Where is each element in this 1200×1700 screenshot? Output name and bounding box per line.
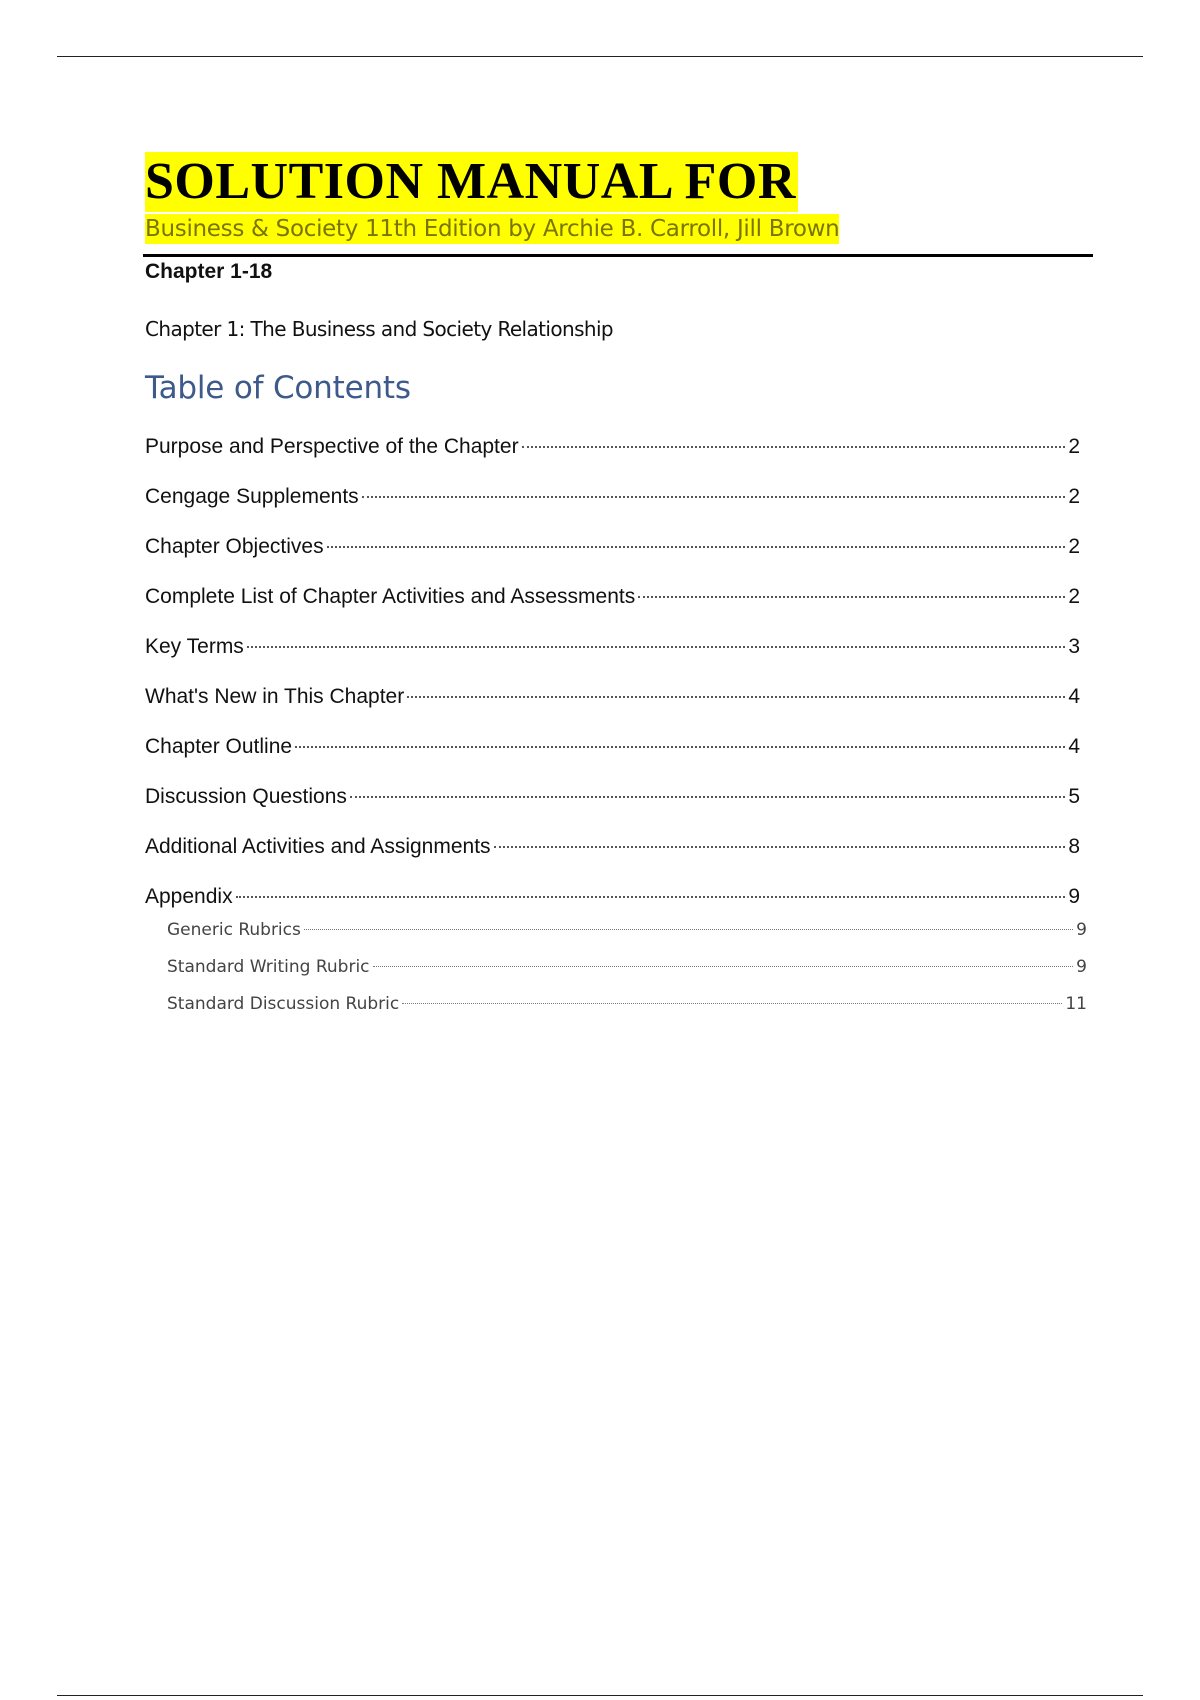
toc-entry-label: What's New in This Chapter <box>145 685 405 708</box>
document-title: SOLUTION MANUAL FOR <box>145 153 796 210</box>
dot-leader <box>362 496 1066 498</box>
table-of-contents <box>145 432 1087 1029</box>
toc-subentry-discussion-rubric[interactable] <box>167 992 1087 1016</box>
dot-leader <box>327 546 1066 548</box>
dot-leader <box>494 846 1066 848</box>
title-underline <box>143 254 1093 257</box>
title-block <box>145 152 1093 247</box>
toc-entry-page: 4 <box>1068 685 1080 708</box>
toc-entry-page: 2 <box>1068 435 1080 458</box>
dot-leader <box>638 596 1065 598</box>
toc-entry-label: Purpose and Perspective of the Chapter <box>145 435 519 458</box>
toc-entry-additional-activities[interactable] <box>145 832 1080 862</box>
toc-entry-page: 2 <box>1068 585 1080 608</box>
toc-subentry-label: Standard Discussion Rubric <box>167 994 400 1014</box>
toc-entry-cengage-supplements[interactable] <box>145 482 1080 512</box>
toc-subentry-page: 9 <box>1076 957 1087 977</box>
toc-entry-label: Chapter Objectives <box>145 535 324 558</box>
toc-entry-page: 3 <box>1068 635 1080 658</box>
toc-entry-label: Appendix <box>145 885 233 908</box>
top-rule <box>57 56 1143 57</box>
toc-entry-page: 2 <box>1068 535 1080 558</box>
toc-subentry-label: Standard Writing Rubric <box>167 957 370 977</box>
dot-leader <box>373 966 1074 967</box>
toc-entry-page: 9 <box>1068 885 1080 908</box>
toc-entry-appendix[interactable] <box>145 882 1080 912</box>
toc-entry-label: Cengage Supplements <box>145 485 359 508</box>
dot-leader <box>402 1003 1062 1004</box>
subtitle-line <box>145 214 1093 247</box>
toc-entry-label: Additional Activities and Assignments <box>145 835 491 858</box>
dot-leader <box>247 646 1066 648</box>
chapter-range: Chapter 1-18 <box>145 260 273 283</box>
toc-entry-label: Complete List of Chapter Activities and Assessments <box>145 585 636 608</box>
toc-subentry-page: 9 <box>1076 920 1087 940</box>
dot-leader <box>295 746 1065 748</box>
bottom-rule <box>57 1695 1143 1696</box>
dot-leader <box>522 446 1066 448</box>
toc-entry-whats-new[interactable] <box>145 682 1080 712</box>
toc-subentry-page: 11 <box>1065 994 1087 1014</box>
toc-entry-chapter-outline[interactable] <box>145 732 1080 762</box>
toc-entry-label: Discussion Questions <box>145 785 347 808</box>
toc-entry-page: 2 <box>1068 485 1080 508</box>
dot-leader <box>407 696 1065 698</box>
toc-entry-chapter-objectives[interactable] <box>145 532 1080 562</box>
toc-entry-activities-assessments[interactable] <box>145 582 1080 612</box>
toc-entry-page: 4 <box>1068 735 1080 758</box>
toc-entry-discussion-questions[interactable] <box>145 782 1080 812</box>
chapter-heading: Chapter 1: The Business and Society Relationship <box>145 317 614 341</box>
toc-title: Table of Contents <box>145 370 411 406</box>
dot-leader <box>304 929 1073 930</box>
toc-entry-key-terms[interactable] <box>145 632 1080 662</box>
dot-leader <box>350 796 1065 798</box>
toc-entry-purpose[interactable] <box>145 432 1080 462</box>
toc-entry-label: Chapter Outline <box>145 735 293 758</box>
toc-entry-page: 5 <box>1068 785 1080 808</box>
toc-subentry-writing-rubric[interactable] <box>167 955 1087 979</box>
document-subtitle: Business & Society 11th Edition by Archie B. Carroll, Jill Brown <box>145 216 840 242</box>
toc-entry-label: Key Terms <box>145 635 244 658</box>
toc-entry-page: 8 <box>1068 835 1080 858</box>
toc-subentry-label: Generic Rubrics <box>167 920 301 940</box>
toc-subentry-generic-rubrics[interactable] <box>167 918 1087 942</box>
dot-leader <box>236 896 1066 898</box>
